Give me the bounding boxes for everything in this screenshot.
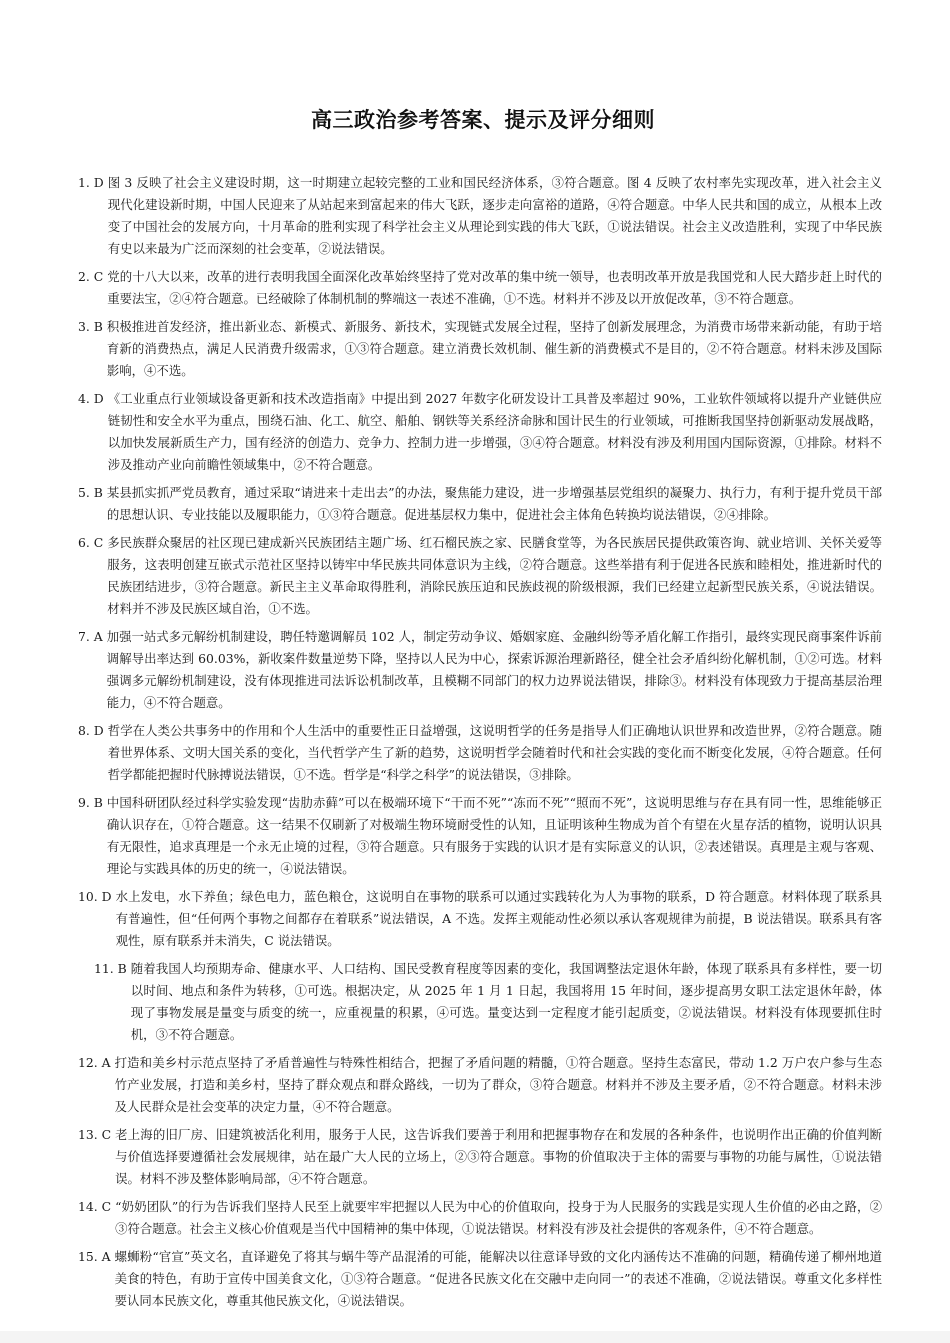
answer-explanation: 打造和美乡村示范点坚持了矛盾普遍性与特殊性相结合，把握了矛盾问题的精髓，①符合题意。坚持生态富民，带动 1.2 万户农户参与生态竹产业发展，打造和美乡村，坚持了群众观点和群众路线，一切为了群众，③符合题意。材料并不涉及主要矛盾，②不符合题意。材料未涉及人民群众是社会变革的决定力量，④不符合题意。	[114, 1055, 882, 1114]
answer-number: 6. C	[78, 535, 104, 550]
answer-item-9	[78, 792, 882, 880]
answer-number: 14. C	[78, 1199, 112, 1214]
answer-item-14	[78, 1196, 882, 1240]
answer-number: 7. A	[78, 629, 103, 644]
answer-number: 8. D	[78, 723, 104, 738]
answer-number: 11. B	[94, 961, 127, 976]
answer-item-10	[78, 886, 882, 952]
answer-item-12	[78, 1052, 882, 1118]
answer-item-11	[78, 958, 882, 1046]
answer-explanation: 多民族群众聚居的社区现已建成新兴民族团结主题广场、红石榴民族之家、民膳食堂等，为各民族居民提供政策咨询、就业培训、关怀关爱等服务，这表明创建互嵌式示范社区坚持以铸牢中华民族共同体意识为主线，②符合题意。这些举措有利于促进各民族和睦相处，推进新时代的民族团结进步，③符合题意。新民主主义革命取得胜利，消除民族压迫和民族歧视的阶级根源，我们已经建立起新型民族关系，④说法错误。材料并不涉及民族区域自治，①不选。	[107, 535, 882, 616]
answer-item-5	[78, 482, 882, 526]
answer-item-3	[78, 316, 882, 382]
answer-explanation: 螺蛳粉“官宣”英文名，直译避免了将其与蜗牛等产品混淆的可能，能解决以往意译导致的文化内涵传达不准确的问题，精确传递了柳州地道美食的特色，有助于宣传中国美食文化，①③符合题意。“促进各民族文化在交融中走向同一”的表述不准确，②说法错误。尊重文化多样性要认同本民族文化，尊重其他民族文化，④说法错误。	[114, 1249, 882, 1308]
answer-number: 12. A	[78, 1055, 111, 1070]
page-title: 高三政治参考答案、提示及评分细则	[311, 108, 655, 132]
answer-explanation: 中国科研团队经过科学实验发现“齿肋赤藓”可以在极端环境下“干而不死”“冻而不死”“照而不死”，这说明思维与存在具有同一性，思维能够正确认识存在，①符合题意。这一结果不仅刷新了对极端生物环境耐受性的认知，且证明该种生物成为首个有望在火星存活的植物，说明认识具有无限性，追求真理是一个永无止境的过程，③符合题意。只有服务于实践的认识才是有实际意义的认识，②表述错误。真理是主观与客观、理论与实践具体的历史的统一，④说法错误。	[106, 795, 882, 876]
answer-explanation: 随着我国人均预期寿命、健康水平、人口结构、国民受教育程度等因素的变化，我国调整法定退休年龄，体现了联系具有多样性，要一切以时间、地点和条件为转移，①可选。根据决定，从 2025 年 1 月 1 日起，我国将用 15 年时间，逐步提高男女职工法定退休年龄，体现了事物发展是量变与质变的统一，应重视量的积累，④可选。量变达到一定程度才能引起质变，②说法错误。材料没有体现要抓住时机，③不符合题意。	[130, 961, 882, 1042]
answer-item-6	[78, 532, 882, 620]
answer-item-15	[78, 1246, 882, 1312]
answer-explanation: 加强一站式多元解纷机制建设，聘任特邀调解员 102 人，制定劳动争议、婚姻家庭、金融纠纷等矛盾化解工作指引，最终实现民商事案件诉前调解导出率达到 60.03%，新收案件数量逆势下降，坚持以人民为中心，探索诉源治理新路径，健全社会矛盾纠纷化解机制，①②可选。材料强调多元解纷机制建设，没有体现推进司法诉讼机制改革，且模糊不同部门的权力边界说法错误，排除③。材料没有体现致力于提高基层治理能力，④不符合题意。	[106, 629, 882, 710]
answer-number: 3. B	[78, 319, 103, 334]
answer-number: 2. C	[78, 269, 104, 284]
answer-number: 10. D	[78, 889, 112, 904]
answer-item-2	[78, 266, 882, 310]
answer-number: 4. D	[78, 391, 104, 406]
answer-list	[78, 172, 882, 1312]
answer-number: 1. D	[78, 175, 104, 190]
answer-explanation: “奶奶团队”的行为告诉我们坚持人民至上就要牢牢把握以人民为中心的价值取向，投身于为人民服务的实践是实现人生价值的必由之路，②③符合题意。社会主义核心价值观是当代中国精神的集中体现，①说法错误。材料没有涉及社会提供的客观条件，④不符合题意。	[115, 1199, 882, 1236]
answer-explanation: 党的十八大以来，改革的进行表明我国全面深化改革始终坚持了党对改革的集中统一领导，也表明改革开放是我国党和人民大踏步赶上时代的重要法宝，②④符合题意。已经破除了体制机制的弊端这一表述不准确，①不选。材料并不涉及以开放促改革，③不符合题意。	[107, 269, 882, 306]
answer-number: 15. A	[78, 1249, 111, 1264]
answer-number: 9. B	[78, 795, 103, 810]
answer-item-7	[78, 626, 882, 714]
answer-item-8	[78, 720, 882, 786]
answer-explanation: 老上海的旧厂房、旧建筑被活化利用，服务于人民，这告诉我们要善于利用和把握事物存在和发展的各种条件，也说明作出正确的价值判断与价值选择要遵循社会发展规律，站在最广大人民的立场上，②③符合题意。事物的价值取决于主体的需要与事物的功能与属性，①说法错误。材料不涉及整体影响局部，④不符合题意。	[115, 1127, 882, 1186]
answer-explanation: 哲学在人类公共事务中的作用和个人生活中的重要性正日益增强，这说明哲学的任务是指导人们正确地认识世界和改造世界，②符合题意。随着世界体系、文明大国关系的变化，当代哲学产生了新的趋势，这说明哲学会随着时代和社会实践的变化而不断变化发展，④符合题意。任何哲学都能把握时代脉搏说法错误，①不选。哲学是“科学之科学”的说法错误，③排除。	[107, 723, 882, 782]
page-bottom-band	[0, 1331, 950, 1343]
answer-number: 5. B	[78, 485, 103, 500]
answer-explanation: 《工业重点行业领域设备更新和技术改造指南》中提出到 2027 年数字化研发设计工具普及率超过 90%，工业软件领域将以提升产业链供应链韧性和安全水平为重点，围绕石油、化工、航空、船舶、钢铁等关系经济命脉和国计民生的行业领域，可推断我国坚持创新驱动发展战略，以加快发展新质生产力，国有经济的创造力、竞争力、控制力进一步增强，③④符合题意。材料没有涉及利用国内国际资源，①排除。材料不涉及推动产业向前瞻性领域集中，②不符合题意。	[107, 391, 882, 472]
answer-explanation: 水上发电，水下养鱼；绿色电力，蓝色粮仓，这说明自在事物的联系可以通过实践转化为人为事物的联系，D 符合题意。材料体现了联系具有普遍性，但“任何两个事物之间都存在着联系”说法错误，A 不选。发挥主观能动性必须以承认客观规律为前提，B 说法错误。联系具有客观性，原有联系并未消失，C 说法错误。	[115, 889, 882, 948]
answer-number: 13. C	[78, 1127, 112, 1142]
answer-explanation: 某县抓实抓严党员教育，通过采取“请进来十走出去”的办法，聚焦能力建设，进一步增强基层党组织的凝聚力、执行力，有利于提升党员干部的思想认识、专业技能以及履职能力，①③符合题意。促进基层权力集中，促进社会主体角色转换均说法错误，②④排除。	[106, 485, 882, 522]
answer-item-1	[78, 172, 882, 260]
answer-item-13	[78, 1124, 882, 1190]
answer-item-4	[78, 388, 882, 476]
answer-explanation: 图 3 反映了社会主义建设时期，这一时期建立起较完整的工业和国民经济体系，③符合题意。图 4 反映了农村率先实现改革，进入社会主义现代化建设新时期，中国人民迎来了从站起来到富起来的伟大飞跃，逐步走向富裕的道路，④符合题意。中华人民共和国的成立，从根本上改变了中国社会的发展方向，十月革命的胜利实现了科学社会主义从理论到实践的伟大飞跃，①说法错误。社会主义改造胜利，实现了中华民族有史以来最为广泛而深刻的社会变革，②说法错误。	[107, 175, 882, 256]
answer-explanation: 积极推进首发经济，推出新业态、新模式、新服务、新技术，实现链式发展全过程，坚持了创新发展理念，为消费市场带来新动能，有助于培育新的消费热点，满足人民消费升级需求，①③符合题意。建立消费长效机制、催生新的消费模式不是目的，②不符合题意。材料未涉及国际影响，④不选。	[106, 319, 882, 378]
